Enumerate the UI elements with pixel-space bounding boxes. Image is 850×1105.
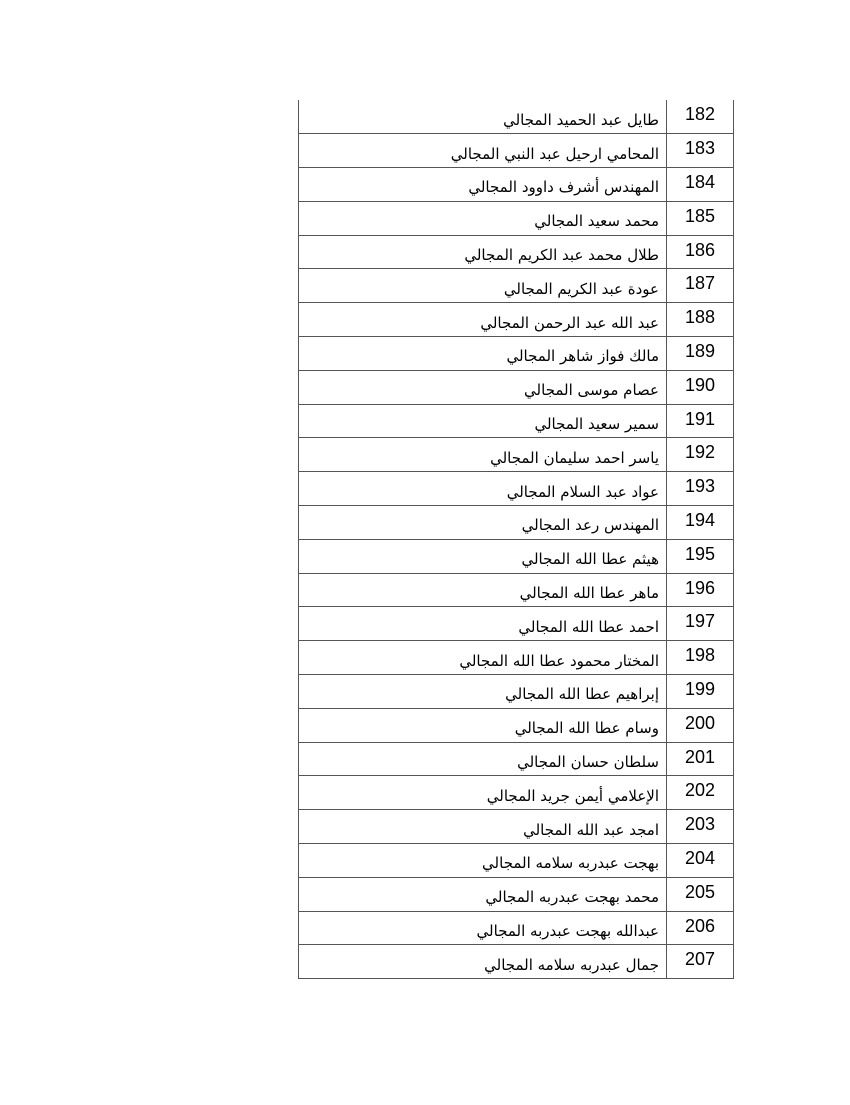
name-cell: جمال عبدربه سلامه المجالي xyxy=(299,945,667,979)
number-cell: 206 xyxy=(667,911,734,945)
name-cell: عودة عبد الكريم المجالي xyxy=(299,269,667,303)
table-row xyxy=(299,945,734,979)
number-cell: 203 xyxy=(667,810,734,844)
name-cell: الإعلامي أيمن جريد المجالي xyxy=(299,776,667,810)
number-cell: 183 xyxy=(667,134,734,168)
names-table-body xyxy=(299,100,734,979)
number-cell: 191 xyxy=(667,404,734,438)
name-cell: ياسر احمد سليمان المجالي xyxy=(299,438,667,472)
table-row xyxy=(299,573,734,607)
name-cell: محمد سعيد المجالي xyxy=(299,201,667,235)
number-cell: 190 xyxy=(667,370,734,404)
table-row xyxy=(299,100,734,134)
table-row xyxy=(299,776,734,810)
name-cell: طايل عبد الحميد المجالي xyxy=(299,100,667,134)
name-cell: محمد بهجت عبدربه المجالي xyxy=(299,877,667,911)
name-cell: امجد عبد الله المجالي xyxy=(299,810,667,844)
table-row xyxy=(299,607,734,641)
table-row xyxy=(299,438,734,472)
number-cell: 185 xyxy=(667,201,734,235)
number-cell: 187 xyxy=(667,269,734,303)
table-row xyxy=(299,810,734,844)
name-cell: وسام عطا الله المجالي xyxy=(299,708,667,742)
table-row xyxy=(299,641,734,675)
number-cell: 201 xyxy=(667,742,734,776)
name-cell: المهندس أشرف داوود المجالي xyxy=(299,168,667,202)
table-row xyxy=(299,506,734,540)
number-cell: 186 xyxy=(667,235,734,269)
name-cell: عصام موسى المجالي xyxy=(299,370,667,404)
number-cell: 204 xyxy=(667,844,734,878)
names-table xyxy=(298,100,734,979)
name-cell: احمد عطا الله المجالي xyxy=(299,607,667,641)
table-row xyxy=(299,201,734,235)
number-cell: 197 xyxy=(667,607,734,641)
table-row xyxy=(299,472,734,506)
table-row xyxy=(299,539,734,573)
table-row xyxy=(299,742,734,776)
name-cell: المحامي ارحيل عبد النبي المجالي xyxy=(299,134,667,168)
number-cell: 188 xyxy=(667,303,734,337)
number-cell: 205 xyxy=(667,877,734,911)
number-cell: 182 xyxy=(667,100,734,134)
number-cell: 196 xyxy=(667,573,734,607)
table-row xyxy=(299,370,734,404)
name-cell: بهجت عبدربه سلامه المجالي xyxy=(299,844,667,878)
number-cell: 195 xyxy=(667,539,734,573)
name-cell: عبد الله عبد الرحمن المجالي xyxy=(299,303,667,337)
table-row xyxy=(299,168,734,202)
table-row xyxy=(299,911,734,945)
name-cell: طلال محمد عبد الكريم المجالي xyxy=(299,235,667,269)
number-cell: 207 xyxy=(667,945,734,979)
table-row xyxy=(299,404,734,438)
table-row xyxy=(299,675,734,709)
number-cell: 199 xyxy=(667,675,734,709)
name-cell: سلطان حسان المجالي xyxy=(299,742,667,776)
number-cell: 184 xyxy=(667,168,734,202)
table-row xyxy=(299,235,734,269)
number-cell: 200 xyxy=(667,708,734,742)
number-cell: 192 xyxy=(667,438,734,472)
name-cell: عبدالله بهجت عبدربه المجالي xyxy=(299,911,667,945)
name-cell: المهندس رعد المجالي xyxy=(299,506,667,540)
number-cell: 202 xyxy=(667,776,734,810)
table-row xyxy=(299,134,734,168)
table-row xyxy=(299,844,734,878)
table-row xyxy=(299,303,734,337)
name-cell: عواد عبد السلام المجالي xyxy=(299,472,667,506)
number-cell: 194 xyxy=(667,506,734,540)
number-cell: 198 xyxy=(667,641,734,675)
name-cell: إبراهيم عطا الله المجالي xyxy=(299,675,667,709)
name-cell: مالك فواز شاهر المجالي xyxy=(299,337,667,371)
table-row xyxy=(299,708,734,742)
number-cell: 189 xyxy=(667,337,734,371)
table-row xyxy=(299,877,734,911)
name-cell: ماهر عطا الله المجالي xyxy=(299,573,667,607)
name-cell: هيثم عطا الله المجالي xyxy=(299,539,667,573)
table-row xyxy=(299,269,734,303)
number-cell: 193 xyxy=(667,472,734,506)
name-cell: المختار محمود عطا الله المجالي xyxy=(299,641,667,675)
table-row xyxy=(299,337,734,371)
name-cell: سمير سعيد المجالي xyxy=(299,404,667,438)
